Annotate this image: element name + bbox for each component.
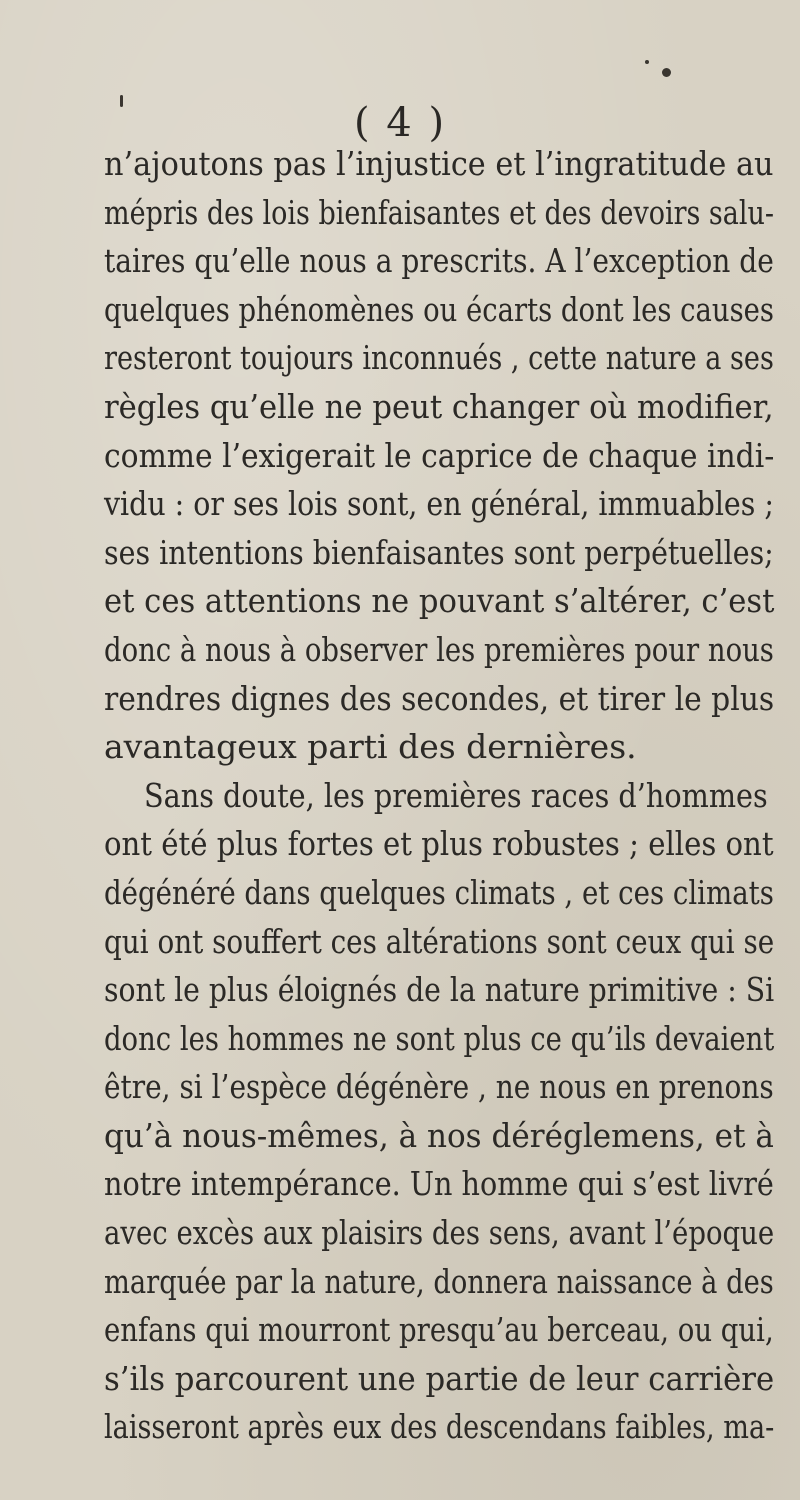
text-line: n’ajoutons pas l’injustice et l’ingratitude au: [104, 144, 774, 183]
text-line: donc à nous à observer les premières pour nous: [104, 629, 774, 669]
text-line: et ces attentions ne pouvant s’altérer, c’est: [104, 581, 775, 621]
text-line: avantageux parti des dernières.: [104, 727, 637, 767]
text-line: qu’à nous-mêmes, à nos déréglemens, et à: [104, 1115, 774, 1155]
text-line: sont le plus éloignés de la nature primitive : Si: [104, 970, 775, 1010]
text-line: marquée par la nature, donnera naissance à des: [104, 1261, 774, 1301]
text-line: vidu : or ses lois sont, en général, immuables ;: [104, 484, 774, 524]
text-line: resteront toujours inconnués , cette nature a ses: [104, 338, 774, 378]
ink-speck: [662, 68, 671, 77]
text-line: qui ont souffert ces altérations sont ceux qui se: [104, 921, 775, 961]
text-line: ses intentions bienfaisantes sont perpétuelles;: [104, 532, 774, 572]
text-line: donc les hommes ne sont plus ce qu’ils devaient: [104, 1018, 775, 1058]
text-line: enfans qui mourront presqu’au berceau, ou qui,: [104, 1310, 774, 1350]
text-line: mépris des lois bienfaisantes et des devoirs salu-: [104, 192, 775, 232]
text-line: taires qu’elle nous a prescrits. A l’exception de: [104, 241, 774, 281]
text-line: avec excès aux plaisirs des sens, avant l’époque: [104, 1213, 775, 1253]
page-number: ( 4 ): [353, 100, 447, 146]
text-line: quelques phénomènes ou écarts dont les causes: [104, 289, 774, 329]
body-text: [104, 140, 774, 1452]
text-line: dégénéré dans quelques climats , et ces climats: [104, 872, 774, 912]
text-line: règles qu’elle ne peut changer où modifier,: [104, 386, 774, 426]
paragraph-first-line: Sans doute, les premières races d’hommes: [143, 775, 768, 815]
text-line: notre intempérance. Un homme qui s’est livré: [104, 1164, 774, 1204]
ink-speck: [645, 60, 649, 64]
text-line: s’ils parcourent une partie de leur carrière: [104, 1358, 775, 1398]
text-line: comme l’exigerait le caprice de chaque indi-: [104, 435, 775, 475]
text-line: être, si l’espèce dégénère , ne nous en prenons: [104, 1067, 774, 1107]
text-line: ont été plus fortes et plus robustes ; elles ont: [104, 824, 774, 864]
text-line: laisseront après eux des descendans faibles, ma-: [104, 1407, 775, 1447]
text-line: rendres dignes des secondes, et tirer le plus: [104, 678, 775, 718]
